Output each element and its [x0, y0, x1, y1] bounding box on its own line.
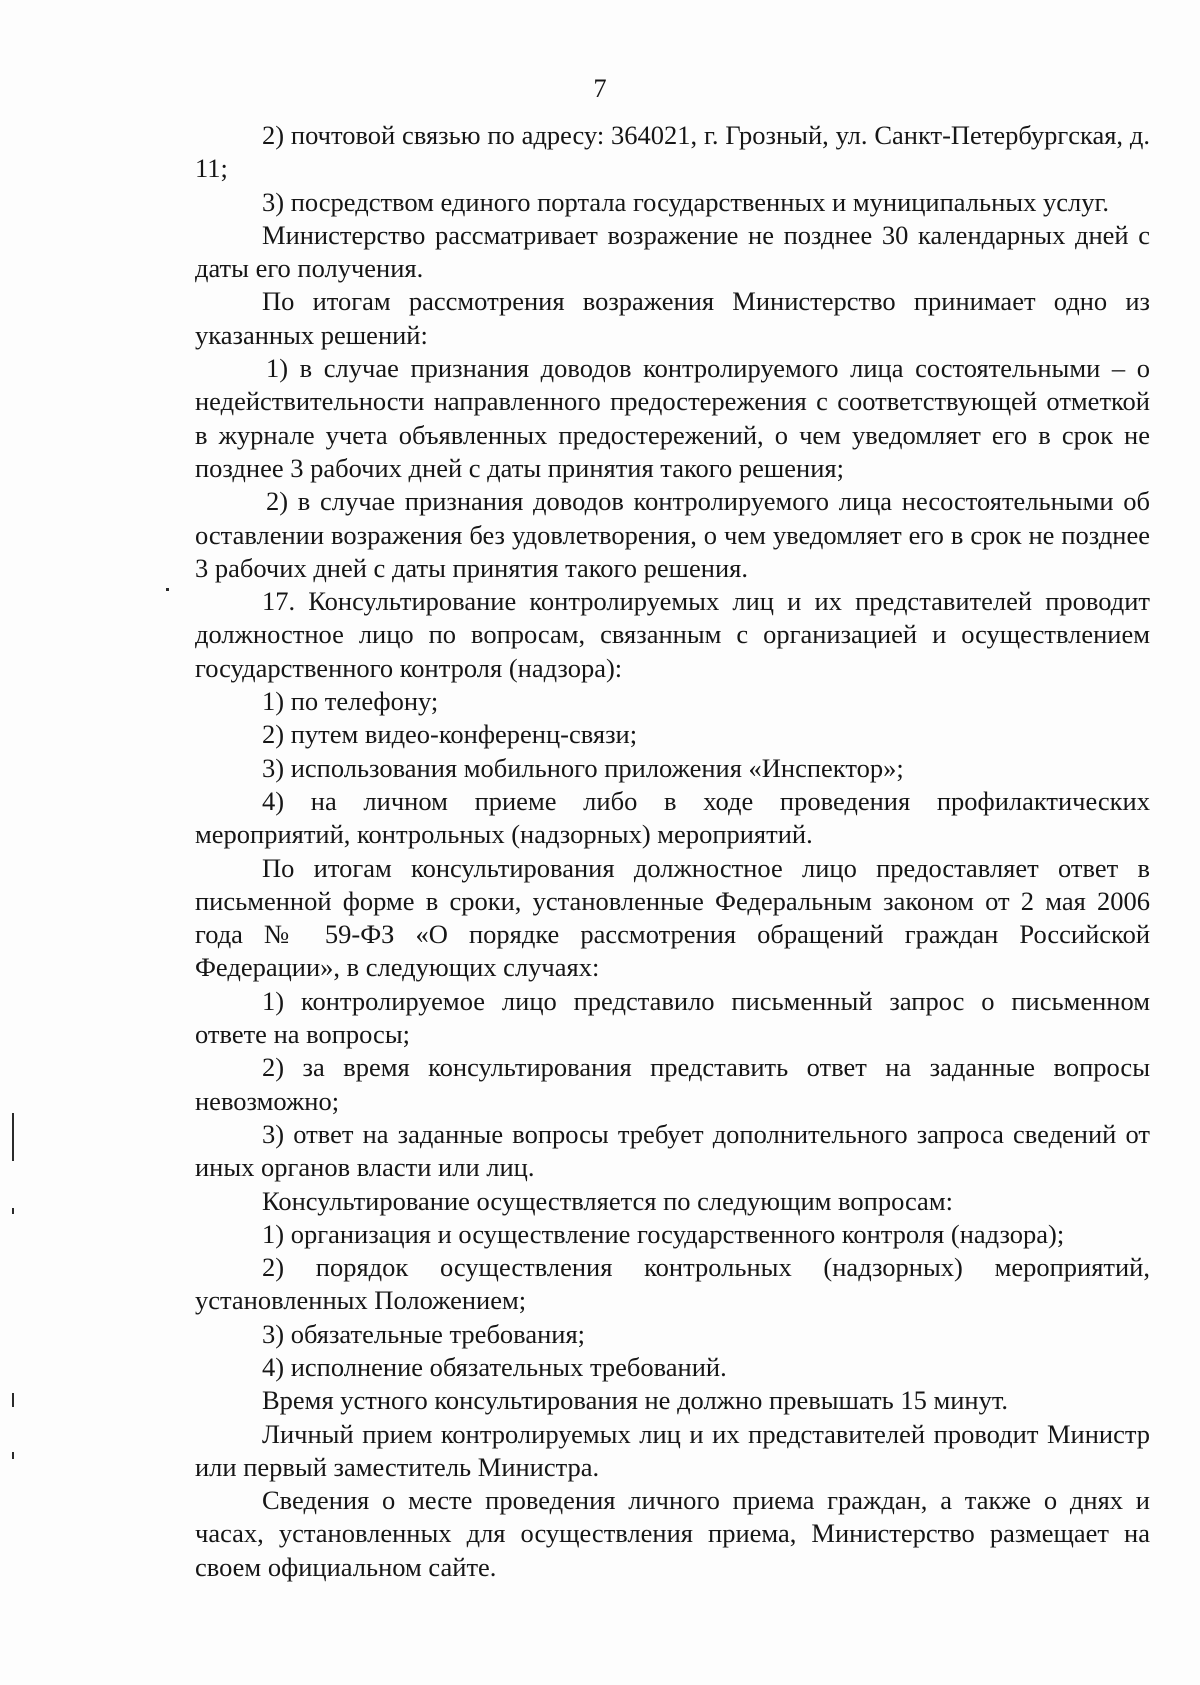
paragraph: 1) по телефону;	[262, 686, 439, 717]
paragraph: 2) в случае признания доводов контролируемого лица несостоятельными об оставлении возражения без удовлетворения, о чем уведомляет его в срок не позднее 3 рабочих дней с даты принятия такого решения.	[195, 486, 1150, 583]
paragraph: 2) за время консультирования представить ответ на заданные вопросы невозможно;	[195, 1052, 1150, 1116]
scan-mark	[166, 588, 169, 591]
paragraph: Сведения о месте проведения личного приема граждан, а также о днях и часах, установленных для осуществления приема, Министерство размещает на своем официальном сайте.	[195, 1485, 1150, 1582]
paragraph: 1) контролируемое лицо представило письменный запрос о письменном ответе на вопросы;	[195, 985, 1150, 1050]
page-number: 7	[593, 73, 607, 103]
paragraph: Личный прием контролируемых лиц и их представителей проводит Министр или первый заместитель Министра.	[195, 1418, 1150, 1482]
scan-mark	[12, 1113, 14, 1161]
paragraph: 4) на личном приеме либо в ходе проведения профилактических мероприятий, контрольных (надзорных) мероприятий.	[195, 785, 1150, 850]
paragraph: Консультирование осуществляется по следующим вопросам:	[262, 1185, 953, 1216]
paragraph: 2) почтовой связью по адресу: 364021, г. Грозный, ул. Санкт-Петербургская, д. 11;	[195, 120, 1150, 184]
paragraph: 3) ответ на заданные вопросы требует дополнительного запроса сведений от иных органов власти или лиц.	[195, 1118, 1150, 1183]
paragraph: 3) использования мобильного приложения «Инспектор»;	[262, 752, 904, 783]
paragraph: 2) порядок осуществления контрольных (надзорных) мероприятий, установленных Положением;	[195, 1252, 1150, 1316]
paragraph: 2) путем видео-конференц-связи;	[262, 719, 638, 750]
paragraph: По итогам рассмотрения возражения Министерство принимает одно из указанных решений:	[195, 286, 1150, 350]
paragraph: 4) исполнение обязательных требований.	[262, 1351, 727, 1382]
paragraph: Министерство рассматривает возражение не позднее 30 календарных дней с даты его получения.	[195, 219, 1150, 284]
scan-mark	[12, 1208, 14, 1214]
document-body	[195, 119, 1150, 1584]
paragraph: По итогам консультирования должностное лицо предоставляет ответ в письменной форме в сроки, установленные Федеральным законом от 2 мая 2006 года № 59-ФЗ «О порядке рассмотрения обращений граждан Российской Федерации», в следующих случаях:	[195, 852, 1150, 983]
paragraph: 17. Консультирование контролируемых лиц и их представителей проводит должностное лицо по вопросам, связанным с организацией и осуществлением государственного контроля (надзора):	[195, 586, 1150, 683]
paragraph: 1) организация и осуществление государственного контроля (надзора);	[262, 1218, 1065, 1249]
scan-mark	[12, 1452, 14, 1459]
paragraph: 3) обязательные требования;	[262, 1318, 586, 1349]
scan-mark	[12, 1393, 14, 1407]
paragraph: Время устного консультирования не должно превышать 15 минут.	[262, 1385, 1009, 1416]
paragraph: 3) посредством единого портала государственных и муниципальных услуг.	[262, 186, 1109, 217]
paragraph: 1) в случае признания доводов контролируемого лица состоятельными – о недействительности направленного предостережения с соответствующей отметкой в журнале учета объявленных предостережений, о чем уведомляет его в срок не позднее 3 рабочих дней с даты принятия такого решения;	[195, 353, 1150, 483]
